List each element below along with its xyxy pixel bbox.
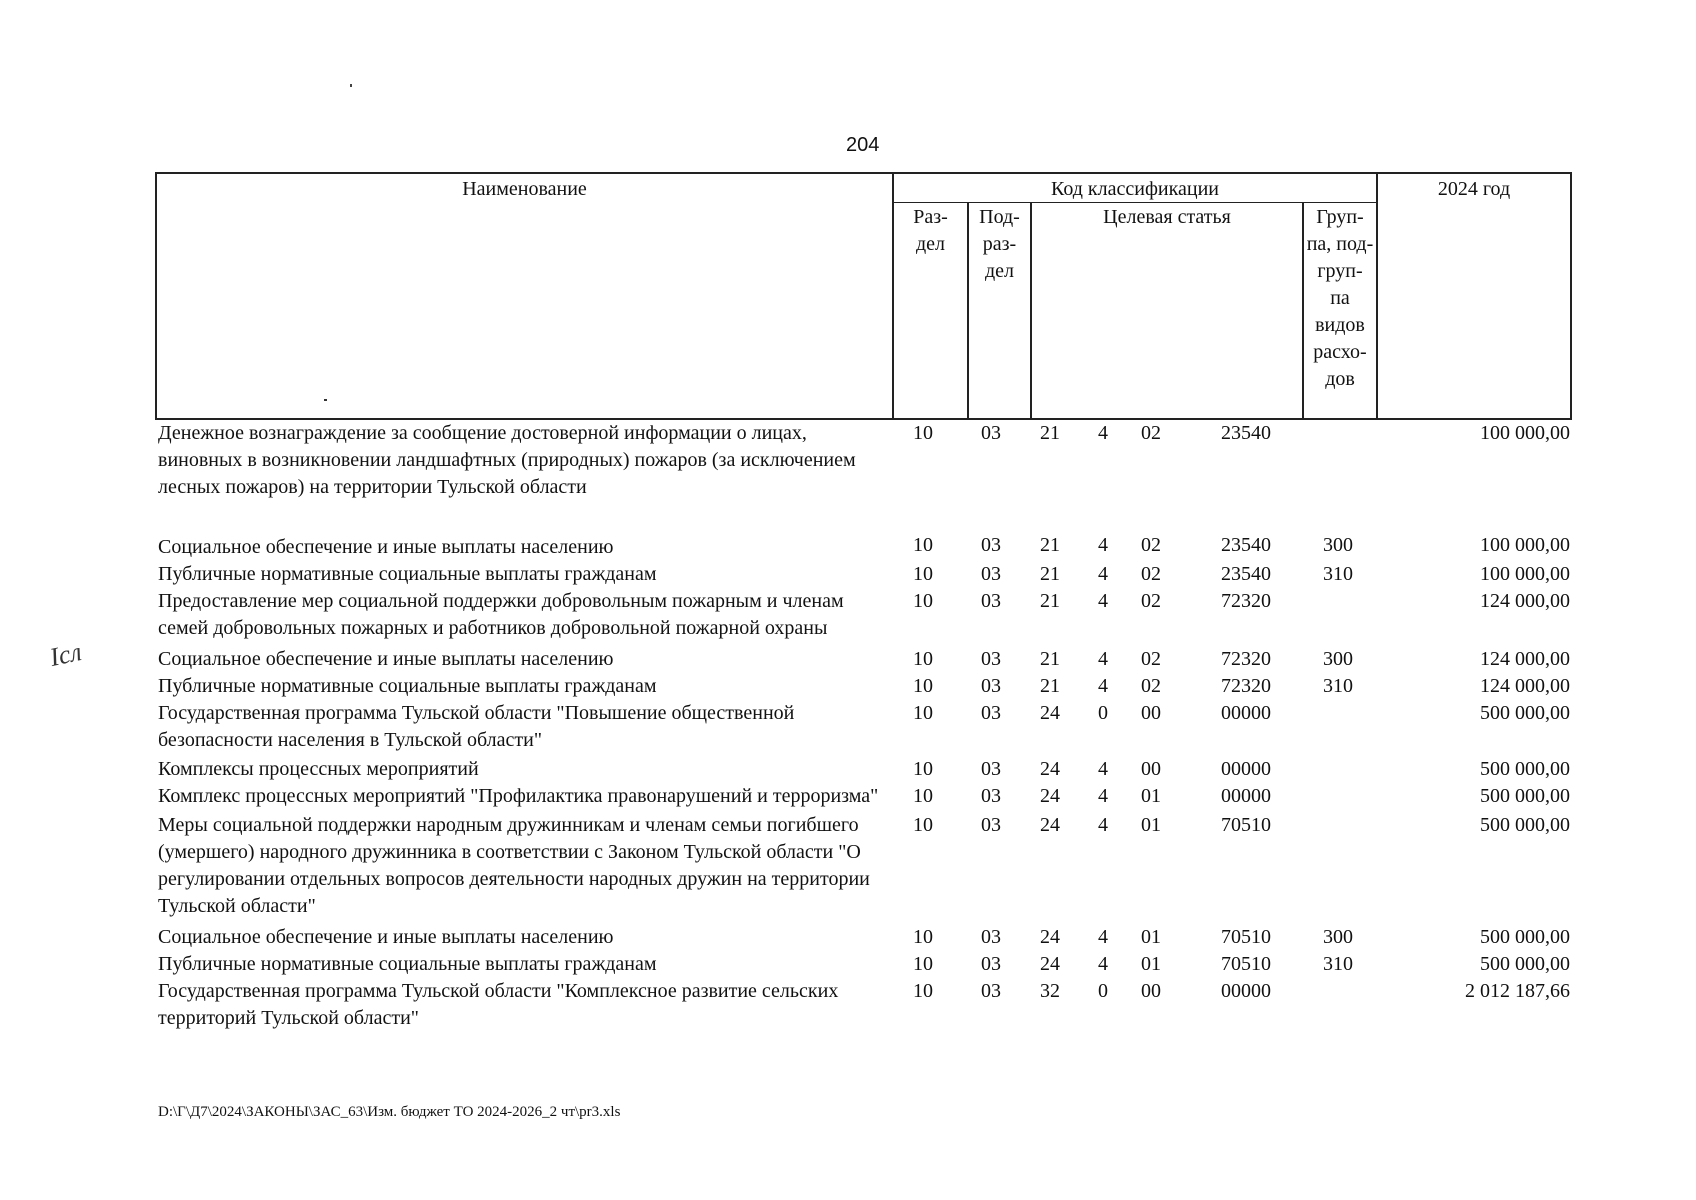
header-target: Целевая статья xyxy=(1103,206,1231,228)
row-expense-type: 310 xyxy=(1323,953,1353,975)
row-target-program: 24 xyxy=(1040,758,1060,780)
row-podrazdel: 03 xyxy=(981,758,1001,780)
row-razdel: 10 xyxy=(913,675,933,697)
row-target-direction: 70510 xyxy=(1221,926,1271,948)
row-target-direction: 23540 xyxy=(1221,563,1271,585)
row-amount: 100 000,00 xyxy=(1480,422,1570,444)
table-row xyxy=(158,646,1570,673)
row-target-type: 4 xyxy=(1098,926,1108,948)
row-razdel: 10 xyxy=(913,563,933,585)
col-divider xyxy=(1376,174,1378,418)
col-divider xyxy=(1030,202,1032,418)
row-name: Социальное обеспечение и иные выплаты населению xyxy=(158,926,614,948)
row-name: Социальное обеспечение и иные выплаты населению xyxy=(158,536,614,558)
row-amount: 500 000,00 xyxy=(1480,702,1570,724)
table-row xyxy=(158,420,1570,532)
row-target-program: 21 xyxy=(1040,422,1060,444)
row-name: Комплекс процессных мероприятий "Профилактика правонарушений и терроризма" xyxy=(158,785,879,807)
row-name: Государственная программа Тульской области "Повышение общественной безопасности населения в Тульской области" xyxy=(158,702,795,751)
row-podrazdel: 03 xyxy=(981,814,1001,836)
table-row xyxy=(158,673,1570,700)
speck xyxy=(324,399,327,401)
header-podrazdel: Под- раз- дел xyxy=(979,206,1020,282)
row-razdel: 10 xyxy=(913,758,933,780)
table-row xyxy=(158,783,1570,812)
table-body xyxy=(158,420,1570,1032)
row-razdel: 10 xyxy=(913,814,933,836)
row-target-program: 32 xyxy=(1040,980,1060,1002)
row-target-direction: 72320 xyxy=(1221,675,1271,697)
row-target-direction: 00000 xyxy=(1221,702,1271,724)
row-target-type: 0 xyxy=(1098,702,1108,724)
row-target-sub: 02 xyxy=(1141,675,1161,697)
row-target-direction: 72320 xyxy=(1221,648,1271,670)
row-amount: 500 000,00 xyxy=(1480,785,1570,807)
table-row xyxy=(158,951,1570,978)
row-podrazdel: 03 xyxy=(981,953,1001,975)
row-razdel: 10 xyxy=(913,953,933,975)
row-target-program: 24 xyxy=(1040,953,1060,975)
table-row xyxy=(158,978,1570,1032)
file-path-footer: D:\Г\Д7\2024\ЗАКОНЫ\ЗАС_63\Изм. бюджет ТО 2024-2026_2 чт\pr3.xls xyxy=(158,1104,621,1120)
row-target-sub: 02 xyxy=(1141,590,1161,612)
row-target-type: 4 xyxy=(1098,563,1108,585)
row-target-type: 4 xyxy=(1098,534,1108,556)
page-number: 204 xyxy=(846,134,880,156)
row-target-type: 4 xyxy=(1098,758,1108,780)
row-name: Денежное вознаграждение за сообщение достоверной информации о лицах, виновных в возникновении ландшафтных (природных) пожаров (за исключением лесных пожаров) на территории Тульской области xyxy=(158,422,856,498)
row-amount: 124 000,00 xyxy=(1480,648,1570,670)
row-razdel: 10 xyxy=(913,785,933,807)
header-vid: Груп- па, под- груп- па видов расхо- дов xyxy=(1306,206,1374,390)
row-target-program: 21 xyxy=(1040,563,1060,585)
row-target-type: 4 xyxy=(1098,953,1108,975)
table-row xyxy=(158,924,1570,951)
header-code-group: Код классификации xyxy=(1050,178,1220,200)
row-target-sub: 02 xyxy=(1141,648,1161,670)
row-amount: 100 000,00 xyxy=(1480,563,1570,585)
speck xyxy=(350,84,352,87)
row-target-program: 24 xyxy=(1040,814,1060,836)
row-amount: 100 000,00 xyxy=(1480,534,1570,556)
row-amount: 124 000,00 xyxy=(1480,675,1570,697)
row-expense-type: 300 xyxy=(1323,648,1353,670)
row-expense-type: 300 xyxy=(1323,534,1353,556)
header-year: 2024 год xyxy=(1437,178,1511,200)
row-amount: 2 012 187,66 xyxy=(1465,980,1570,1002)
header-razdel: Раз- дел xyxy=(913,206,948,255)
row-target-direction: 00000 xyxy=(1221,785,1271,807)
row-target-type: 4 xyxy=(1098,648,1108,670)
row-target-sub: 02 xyxy=(1141,534,1161,556)
row-podrazdel: 03 xyxy=(981,563,1001,585)
row-razdel: 10 xyxy=(913,702,933,724)
table-row xyxy=(158,700,1570,756)
row-target-direction: 70510 xyxy=(1221,814,1271,836)
row-target-direction: 72320 xyxy=(1221,590,1271,612)
row-target-sub: 02 xyxy=(1141,563,1161,585)
row-target-direction: 23540 xyxy=(1221,534,1271,556)
row-podrazdel: 03 xyxy=(981,590,1001,612)
row-target-type: 4 xyxy=(1098,422,1108,444)
row-target-program: 24 xyxy=(1040,702,1060,724)
table-row xyxy=(158,588,1570,646)
row-target-sub: 00 xyxy=(1141,980,1161,1002)
row-podrazdel: 03 xyxy=(981,422,1001,444)
row-name: Предоставление мер социальной поддержки добровольным пожарным и членам семей добровольных пожарных и работников добровольной пожарной охраны xyxy=(158,590,844,639)
row-name: Публичные нормативные социальные выплаты гражданам xyxy=(158,675,657,697)
row-expense-type: 310 xyxy=(1323,675,1353,697)
row-target-sub: 02 xyxy=(1141,422,1161,444)
row-target-sub: 00 xyxy=(1141,702,1161,724)
row-target-type: 4 xyxy=(1098,814,1108,836)
row-amount: 500 000,00 xyxy=(1480,758,1570,780)
row-podrazdel: 03 xyxy=(981,926,1001,948)
row-target-direction: 70510 xyxy=(1221,953,1271,975)
row-target-direction: 23540 xyxy=(1221,422,1271,444)
table-row xyxy=(158,756,1570,783)
handwritten-mark: Ісл xyxy=(47,637,85,672)
row-name: Социальное обеспечение и иные выплаты населению xyxy=(158,648,614,670)
row-expense-type: 310 xyxy=(1323,563,1353,585)
row-razdel: 10 xyxy=(913,590,933,612)
row-target-program: 21 xyxy=(1040,675,1060,697)
row-target-program: 21 xyxy=(1040,590,1060,612)
table-row xyxy=(158,532,1570,561)
row-podrazdel: 03 xyxy=(981,648,1001,670)
row-target-program: 21 xyxy=(1040,534,1060,556)
row-target-type: 4 xyxy=(1098,675,1108,697)
row-target-sub: 01 xyxy=(1141,814,1161,836)
row-razdel: 10 xyxy=(913,534,933,556)
row-target-program: 24 xyxy=(1040,785,1060,807)
row-target-direction: 00000 xyxy=(1221,980,1271,1002)
row-target-sub: 00 xyxy=(1141,758,1161,780)
row-target-type: 0 xyxy=(1098,980,1108,1002)
table-row xyxy=(158,812,1570,924)
row-target-type: 4 xyxy=(1098,785,1108,807)
row-amount: 500 000,00 xyxy=(1480,953,1570,975)
row-target-program: 21 xyxy=(1040,648,1060,670)
row-razdel: 10 xyxy=(913,980,933,1002)
row-target-sub: 01 xyxy=(1141,926,1161,948)
row-podrazdel: 03 xyxy=(981,702,1001,724)
row-name: Публичные нормативные социальные выплаты гражданам xyxy=(158,563,657,585)
row-podrazdel: 03 xyxy=(981,534,1001,556)
header-name: Наименование xyxy=(462,178,587,200)
row-name: Публичные нормативные социальные выплаты гражданам xyxy=(158,953,657,975)
row-razdel: 10 xyxy=(913,422,933,444)
row-target-program: 24 xyxy=(1040,926,1060,948)
row-target-type: 4 xyxy=(1098,590,1108,612)
row-podrazdel: 03 xyxy=(981,980,1001,1002)
row-amount: 500 000,00 xyxy=(1480,814,1570,836)
table-row xyxy=(158,561,1570,588)
row-name: Меры социальной поддержки народным дружинникам и членам семьи погибшего (умершего) народного дружинника в соответствии с Законом Тульской области "О регулировании отдельных вопросов деятельности народных дружин на территории Тульской области" xyxy=(158,814,870,917)
row-amount: 500 000,00 xyxy=(1480,926,1570,948)
row-podrazdel: 03 xyxy=(981,785,1001,807)
row-target-sub: 01 xyxy=(1141,785,1161,807)
row-target-direction: 00000 xyxy=(1221,758,1271,780)
row-amount: 124 000,00 xyxy=(1480,590,1570,612)
row-razdel: 10 xyxy=(913,926,933,948)
row-expense-type: 300 xyxy=(1323,926,1353,948)
table-header xyxy=(155,172,1572,420)
row-name: Комплексы процессных мероприятий xyxy=(158,758,479,780)
row-target-sub: 01 xyxy=(1141,953,1161,975)
row-razdel: 10 xyxy=(913,648,933,670)
row-name: Государственная программа Тульской области "Комплексное развитие сельских территорий Тульской области" xyxy=(158,980,839,1029)
row-podrazdel: 03 xyxy=(981,675,1001,697)
